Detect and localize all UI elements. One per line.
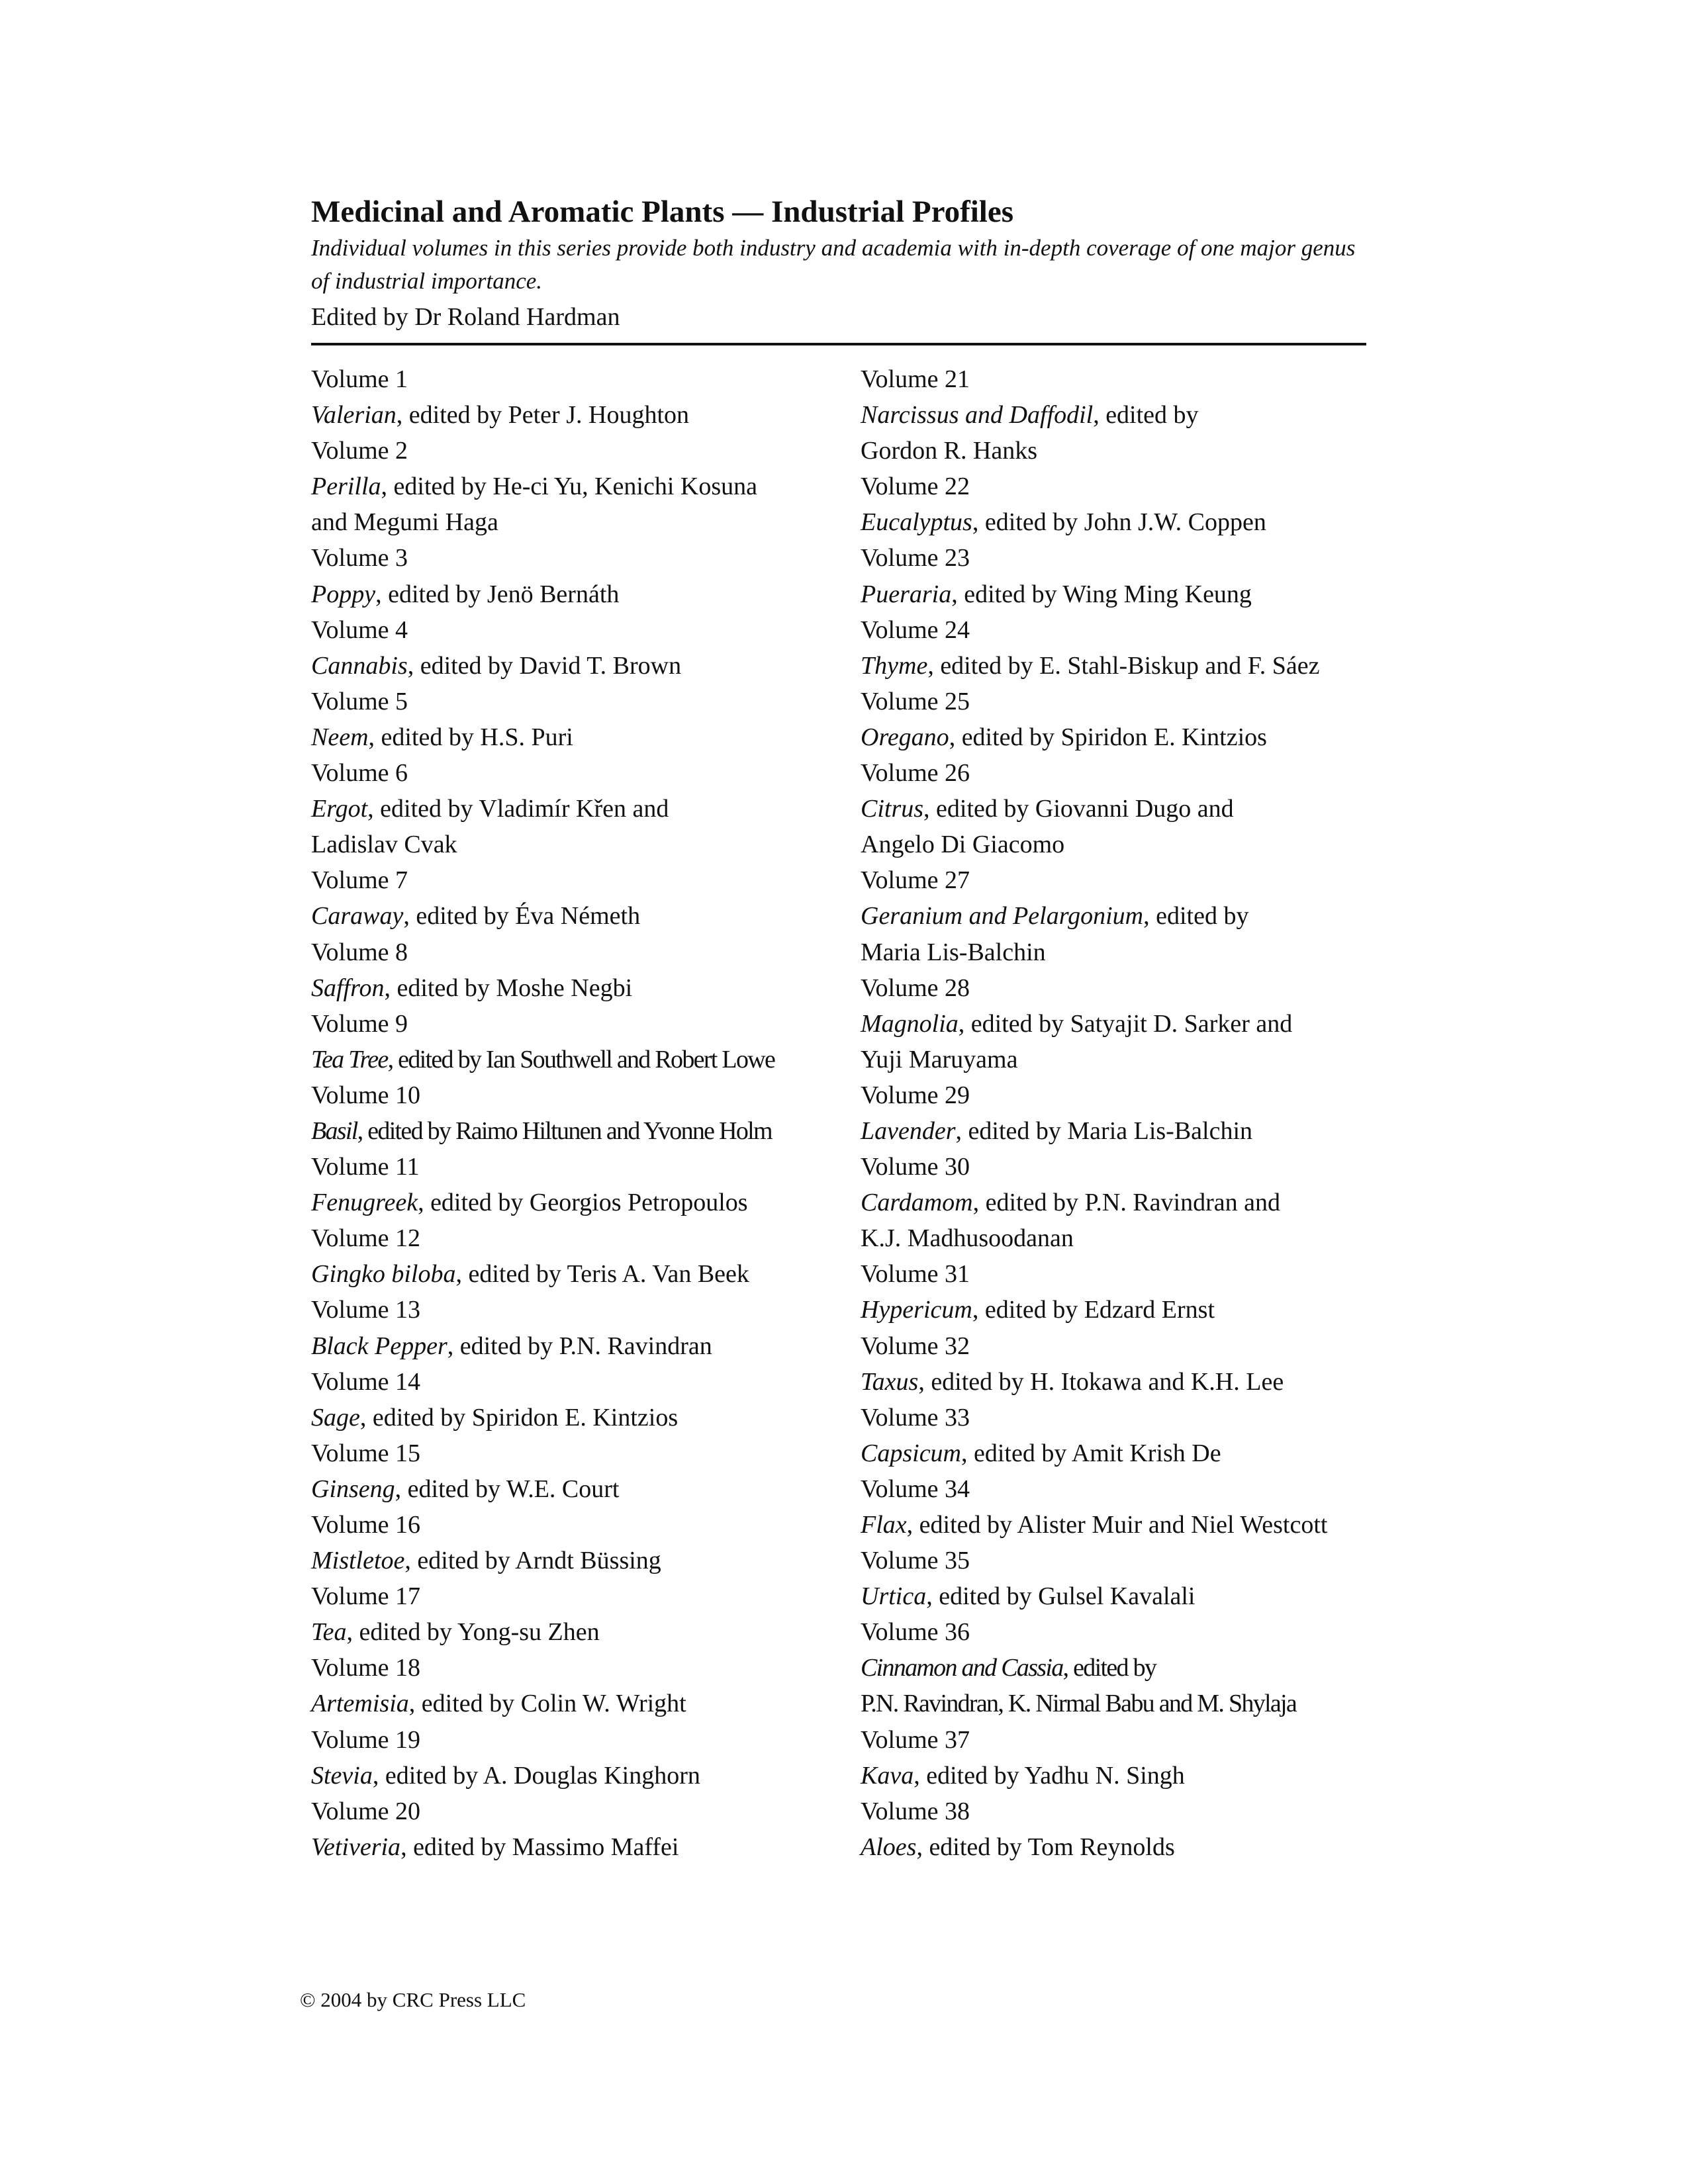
- volume-editors: , edited by Spiridon E. Kintzios: [359, 1403, 679, 1432]
- volume-editors: , edited by Peter J. Houghton: [396, 401, 689, 430]
- header-rule: [311, 343, 1366, 345]
- volume-title: Citrus: [861, 795, 924, 823]
- volume-label: Volume 2: [311, 437, 408, 465]
- volume-entry: [861, 1149, 1366, 1256]
- volume-label: Volume 15: [311, 1439, 421, 1467]
- volume-entry: [311, 1292, 861, 1363]
- volume-title: Valerian: [311, 401, 397, 430]
- volume-title: Tea: [311, 1618, 347, 1647]
- volume-title: Flax: [861, 1511, 907, 1539]
- volume-description: [311, 1042, 861, 1077]
- volume-description: [311, 1113, 861, 1149]
- volume-editors: , edited by Edzard Ernst: [972, 1296, 1215, 1324]
- volume-description: [861, 1364, 1366, 1400]
- volume-description: [311, 1758, 861, 1794]
- volume-entry: [861, 1077, 1366, 1149]
- volume-title: Aloes: [861, 1833, 917, 1861]
- volume-editors: , edited by Wing Ming Keung: [951, 580, 1252, 608]
- volume-title: Basil: [311, 1116, 357, 1145]
- volume-label: Volume 35: [861, 1547, 970, 1575]
- volume-columns: [311, 361, 1366, 1865]
- volume-entry: [311, 361, 861, 433]
- volume-editors-continued: P.N. Ravindran, K. Nirmal Babu and M. Shylaja: [861, 1690, 1297, 1718]
- volume-entry: [861, 469, 1366, 540]
- volume-description: [861, 648, 1366, 684]
- volume-description: [311, 719, 861, 755]
- volume-editors: , edited by Ian Southwell and Robert Lowe: [387, 1045, 775, 1073]
- volume-title: Kava: [861, 1761, 914, 1790]
- volume-label: Volume 20: [311, 1797, 421, 1825]
- volume-label: Volume 14: [311, 1367, 421, 1396]
- volume-description: [311, 469, 861, 504]
- volume-entry: [861, 1794, 1366, 1865]
- volume-title: Narcissus and Daffodil: [861, 401, 1094, 430]
- volume-label: Volume 23: [861, 544, 970, 572]
- volume-label: Volume 32: [861, 1332, 970, 1360]
- volume-title: Pueraria: [861, 580, 952, 608]
- volume-description: [311, 1829, 861, 1865]
- volume-editors: , edited by Alister Muir and Niel Westcott: [906, 1511, 1328, 1539]
- volume-title: Oregano: [861, 723, 949, 751]
- volume-title: Mistletoe: [311, 1547, 405, 1575]
- volume-editors-continued: Gordon R. Hanks: [861, 437, 1038, 465]
- volume-entry: [311, 612, 861, 684]
- volume-entry: [861, 1328, 1366, 1400]
- volume-entry: [861, 755, 1366, 862]
- volume-entry: [311, 934, 861, 1006]
- volume-editors: , edited by Yadhu N. Singh: [914, 1761, 1185, 1790]
- volume-entry: [861, 970, 1366, 1077]
- volume-title: Ginseng: [311, 1475, 395, 1503]
- volume-editors: , edited by Spiridon E. Kintzios: [949, 723, 1267, 751]
- volume-title: Sage: [311, 1403, 360, 1432]
- volume-title: Cannabis: [311, 651, 408, 680]
- volume-description: [311, 1400, 861, 1435]
- volume-label: Volume 10: [311, 1081, 421, 1109]
- volume-label: Volume 7: [311, 866, 408, 895]
- volume-title: Magnolia: [861, 1009, 959, 1038]
- volume-description: [311, 970, 861, 1006]
- volume-title: Taxus: [861, 1367, 919, 1396]
- volume-editors: , edited by Arndt Büssing: [404, 1547, 661, 1575]
- series-title: Medicinal and Aromatic Plants — Industrial Profiles: [311, 195, 1014, 229]
- volume-editors: , edited by Teris A. Van Beek: [455, 1260, 749, 1289]
- volume-editors: , edited by Colin W. Wright: [408, 1690, 686, 1718]
- volume-description: [311, 397, 861, 433]
- volume-label: Volume 28: [861, 974, 970, 1002]
- series-page: [311, 192, 1366, 1865]
- volume-editors: , edited by Amit Krish De: [961, 1439, 1221, 1467]
- volume-column-right: [861, 361, 1366, 1865]
- volume-entry: [861, 1471, 1366, 1543]
- volume-editors: , edited by: [1062, 1654, 1156, 1682]
- volume-entry: [861, 1400, 1366, 1471]
- volume-title: Capsicum: [861, 1439, 961, 1467]
- volume-description: [311, 1614, 861, 1650]
- volume-editors-continued: Ladislav Cvak: [311, 831, 457, 859]
- volume-entry: [311, 684, 861, 755]
- volume-description: [311, 1686, 861, 1721]
- volume-label: Volume 1: [311, 365, 408, 393]
- volume-entry: [311, 1006, 861, 1077]
- volume-label: Volume 8: [311, 938, 408, 966]
- volume-description: [311, 1471, 861, 1507]
- volume-description: [861, 1292, 1366, 1328]
- volume-label: Volume 21: [861, 365, 970, 393]
- volume-title: Artemisia: [311, 1690, 409, 1718]
- volume-entry: [311, 540, 861, 612]
- volume-label: Volume 5: [311, 687, 408, 715]
- volume-editors-continued: and Megumi Haga: [311, 508, 498, 537]
- volume-description: [861, 1435, 1366, 1471]
- volume-description: [861, 576, 1366, 612]
- volume-title: Poppy: [311, 580, 376, 608]
- volume-description: [861, 791, 1366, 827]
- volume-entry: [861, 1722, 1366, 1794]
- volume-title: Geranium and Pelargonium: [861, 902, 1144, 931]
- volume-column-left: [311, 361, 861, 1865]
- copyright-notice: © 2004 by CRC Press LLC: [300, 1988, 526, 2011]
- volume-description: [861, 1829, 1366, 1865]
- volume-entry: [861, 1543, 1366, 1614]
- volume-editors: , edited by Vladimír Křen and: [367, 795, 669, 823]
- volume-editors: , edited by Tom Reynolds: [916, 1833, 1175, 1861]
- volume-label: Volume 22: [861, 473, 970, 501]
- volume-title: Saffron: [311, 974, 385, 1002]
- volume-description: [861, 1507, 1366, 1543]
- volume-title: Eucalyptus: [861, 508, 972, 537]
- volume-title: Perilla: [311, 473, 381, 501]
- volume-editors: , edited by Moshe Negbi: [384, 974, 633, 1002]
- volume-title: Lavender: [861, 1116, 956, 1145]
- volume-description: [311, 1328, 861, 1364]
- volume-entry: [311, 755, 861, 862]
- volume-title: Fenugreek: [311, 1189, 418, 1217]
- volume-description: [311, 1543, 861, 1578]
- volume-label: Volume 17: [311, 1582, 421, 1611]
- volume-title: Stevia: [311, 1761, 373, 1790]
- volume-entry: [861, 862, 1366, 970]
- volume-label: Volume 13: [311, 1296, 421, 1324]
- volume-label: Volume 30: [861, 1153, 970, 1181]
- volume-entry: [311, 1220, 861, 1292]
- volume-description: [861, 719, 1366, 755]
- volume-label: Volume 16: [311, 1511, 421, 1539]
- volume-editors: , edited by Éva Németh: [403, 902, 641, 931]
- volume-entry: [861, 540, 1366, 612]
- volume-label: Volume 6: [311, 759, 408, 788]
- volume-description: [311, 648, 861, 684]
- volume-title: Black Pepper: [311, 1332, 447, 1360]
- volume-label: Volume 25: [861, 687, 970, 715]
- volume-entry: [311, 1364, 861, 1435]
- volume-editors: , edited by P.N. Ravindran: [447, 1332, 712, 1360]
- volume-description: [861, 504, 1366, 540]
- volume-entry: [311, 1507, 861, 1578]
- volume-description: [861, 1006, 1366, 1042]
- volume-label: Volume 38: [861, 1797, 970, 1825]
- volume-editors: , edited by Satyajit D. Sarker and: [958, 1009, 1293, 1038]
- volume-title: Hypericum: [861, 1296, 972, 1324]
- volume-entry: [861, 1256, 1366, 1328]
- volume-label: Volume 31: [861, 1260, 970, 1289]
- volume-entry: [311, 1578, 861, 1650]
- volume-label: Volume 29: [861, 1081, 970, 1109]
- volume-entry: [311, 433, 861, 540]
- volume-editors-continued: Maria Lis-Balchin: [861, 938, 1046, 966]
- volume-title: Tea Tree: [311, 1045, 388, 1073]
- volume-label: Volume 27: [861, 866, 970, 895]
- series-description: Individual volumes in this series provide both industry and academia with in-depth coverage of one major genus of industrial importance.: [311, 235, 1356, 294]
- volume-title: Caraway: [311, 902, 404, 931]
- volume-label: Volume 34: [861, 1475, 970, 1503]
- volume-label: Volume 18: [311, 1654, 421, 1682]
- volume-editors: , edited by Giovanni Dugo and: [923, 795, 1234, 823]
- volume-editors: , edited by H.S. Puri: [368, 723, 573, 751]
- volume-description: [311, 1256, 861, 1292]
- volume-label: Volume 11: [311, 1153, 420, 1181]
- volume-editors-continued: Yuji Maruyama: [861, 1045, 1018, 1073]
- volume-editors: , edited by He-ci Yu, Kenichi Kosuna: [381, 473, 757, 501]
- volume-editors: , edited by: [1143, 902, 1249, 931]
- volume-entry: [861, 612, 1366, 684]
- volume-editors: , edited by P.N. Ravindran and: [972, 1189, 1280, 1217]
- volume-entry: [311, 1435, 861, 1507]
- volume-editors: , edited by Massimo Maffei: [400, 1833, 679, 1861]
- volume-editors-continued: Angelo Di Giacomo: [861, 831, 1065, 859]
- volume-editors: , edited by W.E. Court: [395, 1475, 620, 1503]
- volume-editors: , edited by John J.W. Coppen: [972, 508, 1266, 537]
- volume-editors: , edited by Gulsel Kavalali: [926, 1582, 1196, 1611]
- volume-label: Volume 26: [861, 759, 970, 788]
- volume-editors: , edited by Jenö Bernáth: [375, 580, 620, 608]
- volume-entry: [311, 1794, 861, 1865]
- volume-editors: , edited by A. Douglas Kinghorn: [372, 1761, 700, 1790]
- volume-description: [311, 898, 861, 934]
- volume-entry: [311, 862, 861, 934]
- volume-editors-continued: K.J. Madhusoodanan: [861, 1224, 1074, 1253]
- volume-label: Volume 37: [861, 1725, 970, 1754]
- volume-editors: , edited by Yong-su Zhen: [346, 1618, 600, 1647]
- volume-entry: [311, 1722, 861, 1794]
- volume-title: Gingko biloba: [311, 1260, 456, 1289]
- volume-description: [861, 397, 1366, 433]
- series-editor: Edited by Dr Roland Hardman: [311, 303, 620, 331]
- volume-description: [311, 791, 861, 827]
- volume-title: Neem: [311, 723, 369, 751]
- volume-label: Volume 33: [861, 1403, 970, 1432]
- volume-editors: , edited by: [1093, 401, 1199, 430]
- volume-editors: , edited by Raimo Hiltunen and Yvonne Holm: [357, 1116, 772, 1145]
- volume-entry: [861, 1614, 1366, 1721]
- volume-description: [861, 1113, 1366, 1149]
- volume-description: [861, 1650, 1366, 1686]
- volume-description: [311, 1185, 861, 1220]
- volume-description: [861, 1185, 1366, 1220]
- volume-description: [861, 1758, 1366, 1794]
- volume-title: Cardamom: [861, 1189, 973, 1217]
- volume-editors: , edited by H. Itokawa and K.H. Lee: [918, 1367, 1284, 1396]
- volume-editors: , edited by Georgios Petropoulos: [418, 1189, 748, 1217]
- volume-title: Urtica: [861, 1582, 927, 1611]
- volume-editors: , edited by Maria Lis-Balchin: [955, 1116, 1253, 1145]
- volume-description: [861, 898, 1366, 934]
- volume-description: [861, 1578, 1366, 1614]
- volume-entry: [311, 1149, 861, 1220]
- volume-title: Cinnamon and Cassia: [861, 1654, 1063, 1682]
- volume-title: Vetiveria: [311, 1833, 401, 1861]
- volume-label: Volume 24: [861, 615, 970, 644]
- volume-label: Volume 19: [311, 1725, 421, 1754]
- volume-editors: , edited by E. Stahl-Biskup and F. Sáez: [927, 651, 1320, 680]
- volume-description: [311, 576, 861, 612]
- volume-label: Volume 9: [311, 1009, 408, 1038]
- volume-editors: , edited by David T. Brown: [407, 651, 682, 680]
- volume-title: Thyme: [861, 651, 928, 680]
- volume-label: Volume 4: [311, 615, 408, 644]
- volume-entry: [311, 1077, 861, 1149]
- volume-entry: [861, 361, 1366, 469]
- volume-title: Ergot: [311, 795, 368, 823]
- volume-label: Volume 3: [311, 544, 408, 572]
- volume-label: Volume 36: [861, 1618, 970, 1647]
- volume-entry: [311, 1650, 861, 1721]
- volume-label: Volume 12: [311, 1224, 421, 1253]
- volume-entry: [861, 684, 1366, 755]
